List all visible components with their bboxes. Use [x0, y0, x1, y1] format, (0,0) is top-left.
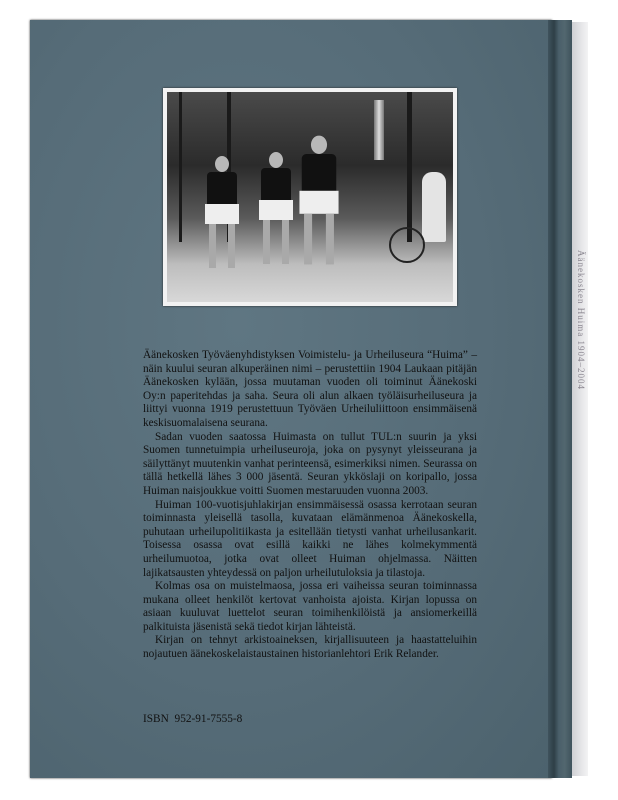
- runner-figure: [205, 156, 239, 268]
- cover-photo: [163, 88, 457, 306]
- runner-figure: [299, 136, 338, 265]
- blurb-paragraph: Kirjan on tehnyt arkistoaineksen, kirjallisuuteen ja haastatteluihin nojautuen äänekoskelaistaustainen historianlehtori Erik Relander.: [143, 634, 477, 661]
- back-cover-blurb: [143, 349, 477, 662]
- cover-hinge: [548, 20, 572, 778]
- spine-title: Äänekosken Huima 1904–2004: [576, 250, 586, 390]
- blurb-paragraph: Huiman 100-vuotisjuhlakirjan ensimmäisessä osassa kerrotaan seuran toiminnasta yleisellä tasolla, kuvataan elämänmenoa Äänekoskella, puhutaan urheilupolitiikasta ja esitellään tietysti vanhat urheilusankarit. Toisessa osassa ovat esillä kaikki ne lähes kolmekymmentä urheilumuotoa, jotka ovat olleet Huiman ohjelmassa. Näitten lajikatsausten yhteydessä on paljon urheilutuloksia ja tilastoja.: [143, 498, 477, 579]
- runner-figure: [259, 152, 293, 264]
- isbn: ISBN 952-91-7555-8: [143, 713, 243, 725]
- blurb-paragraph: Äänekosken Työväenyhdistyksen Voimistelu- ja Urheiluseura “Huima” – näin kuului seuran alkuperäinen nimi – perustettiin 1904 Laukaan pitäjän Äänekosken kylään, jossa muutaman vuoden oli toiminut Äänekoski Oy:n paperitehdas ja saha. Seura oli alun alkaen työläisurheiluseura ja liittyi vuonna 1919 perustettuun Työväen Urheiluliittoon ensimmäisenä keskisuomalaisena seurana.: [143, 349, 477, 429]
- torch-icon: [374, 100, 384, 160]
- photo-torch-relay-runners: [167, 92, 453, 302]
- blurb-paragraph: Sadan vuoden saatossa Huimasta on tullut TUL:n suurin ja yksi Suomen tunnetuimpia urheiluseuroja, joka on pysynyt yleisseurana ja säilyttänyt muutenkin vanhat perinteensä, esimerkiksi nimen. Seurassa on tällä hetkellä lähes 3 000 jäsentä. Seuran ykköslaji on koripallo, jossa Huiman naisjoukkue voitti Suomen mestaruuden vuonna 2003.: [143, 430, 477, 497]
- blurb-paragraph: Kolmas osa on muistelmaosa, jossa eri vaiheissa seuran toiminnassa mukana olleet henkilöt kertovat vanhoista ajoista. Kirjan lopussa on asiaan kuuluvat luettelot seuran toimihenkilöistä ja ansiomerkeillä palkituista jäsenistä sekä tiedot kirjan lähteistä.: [143, 580, 477, 633]
